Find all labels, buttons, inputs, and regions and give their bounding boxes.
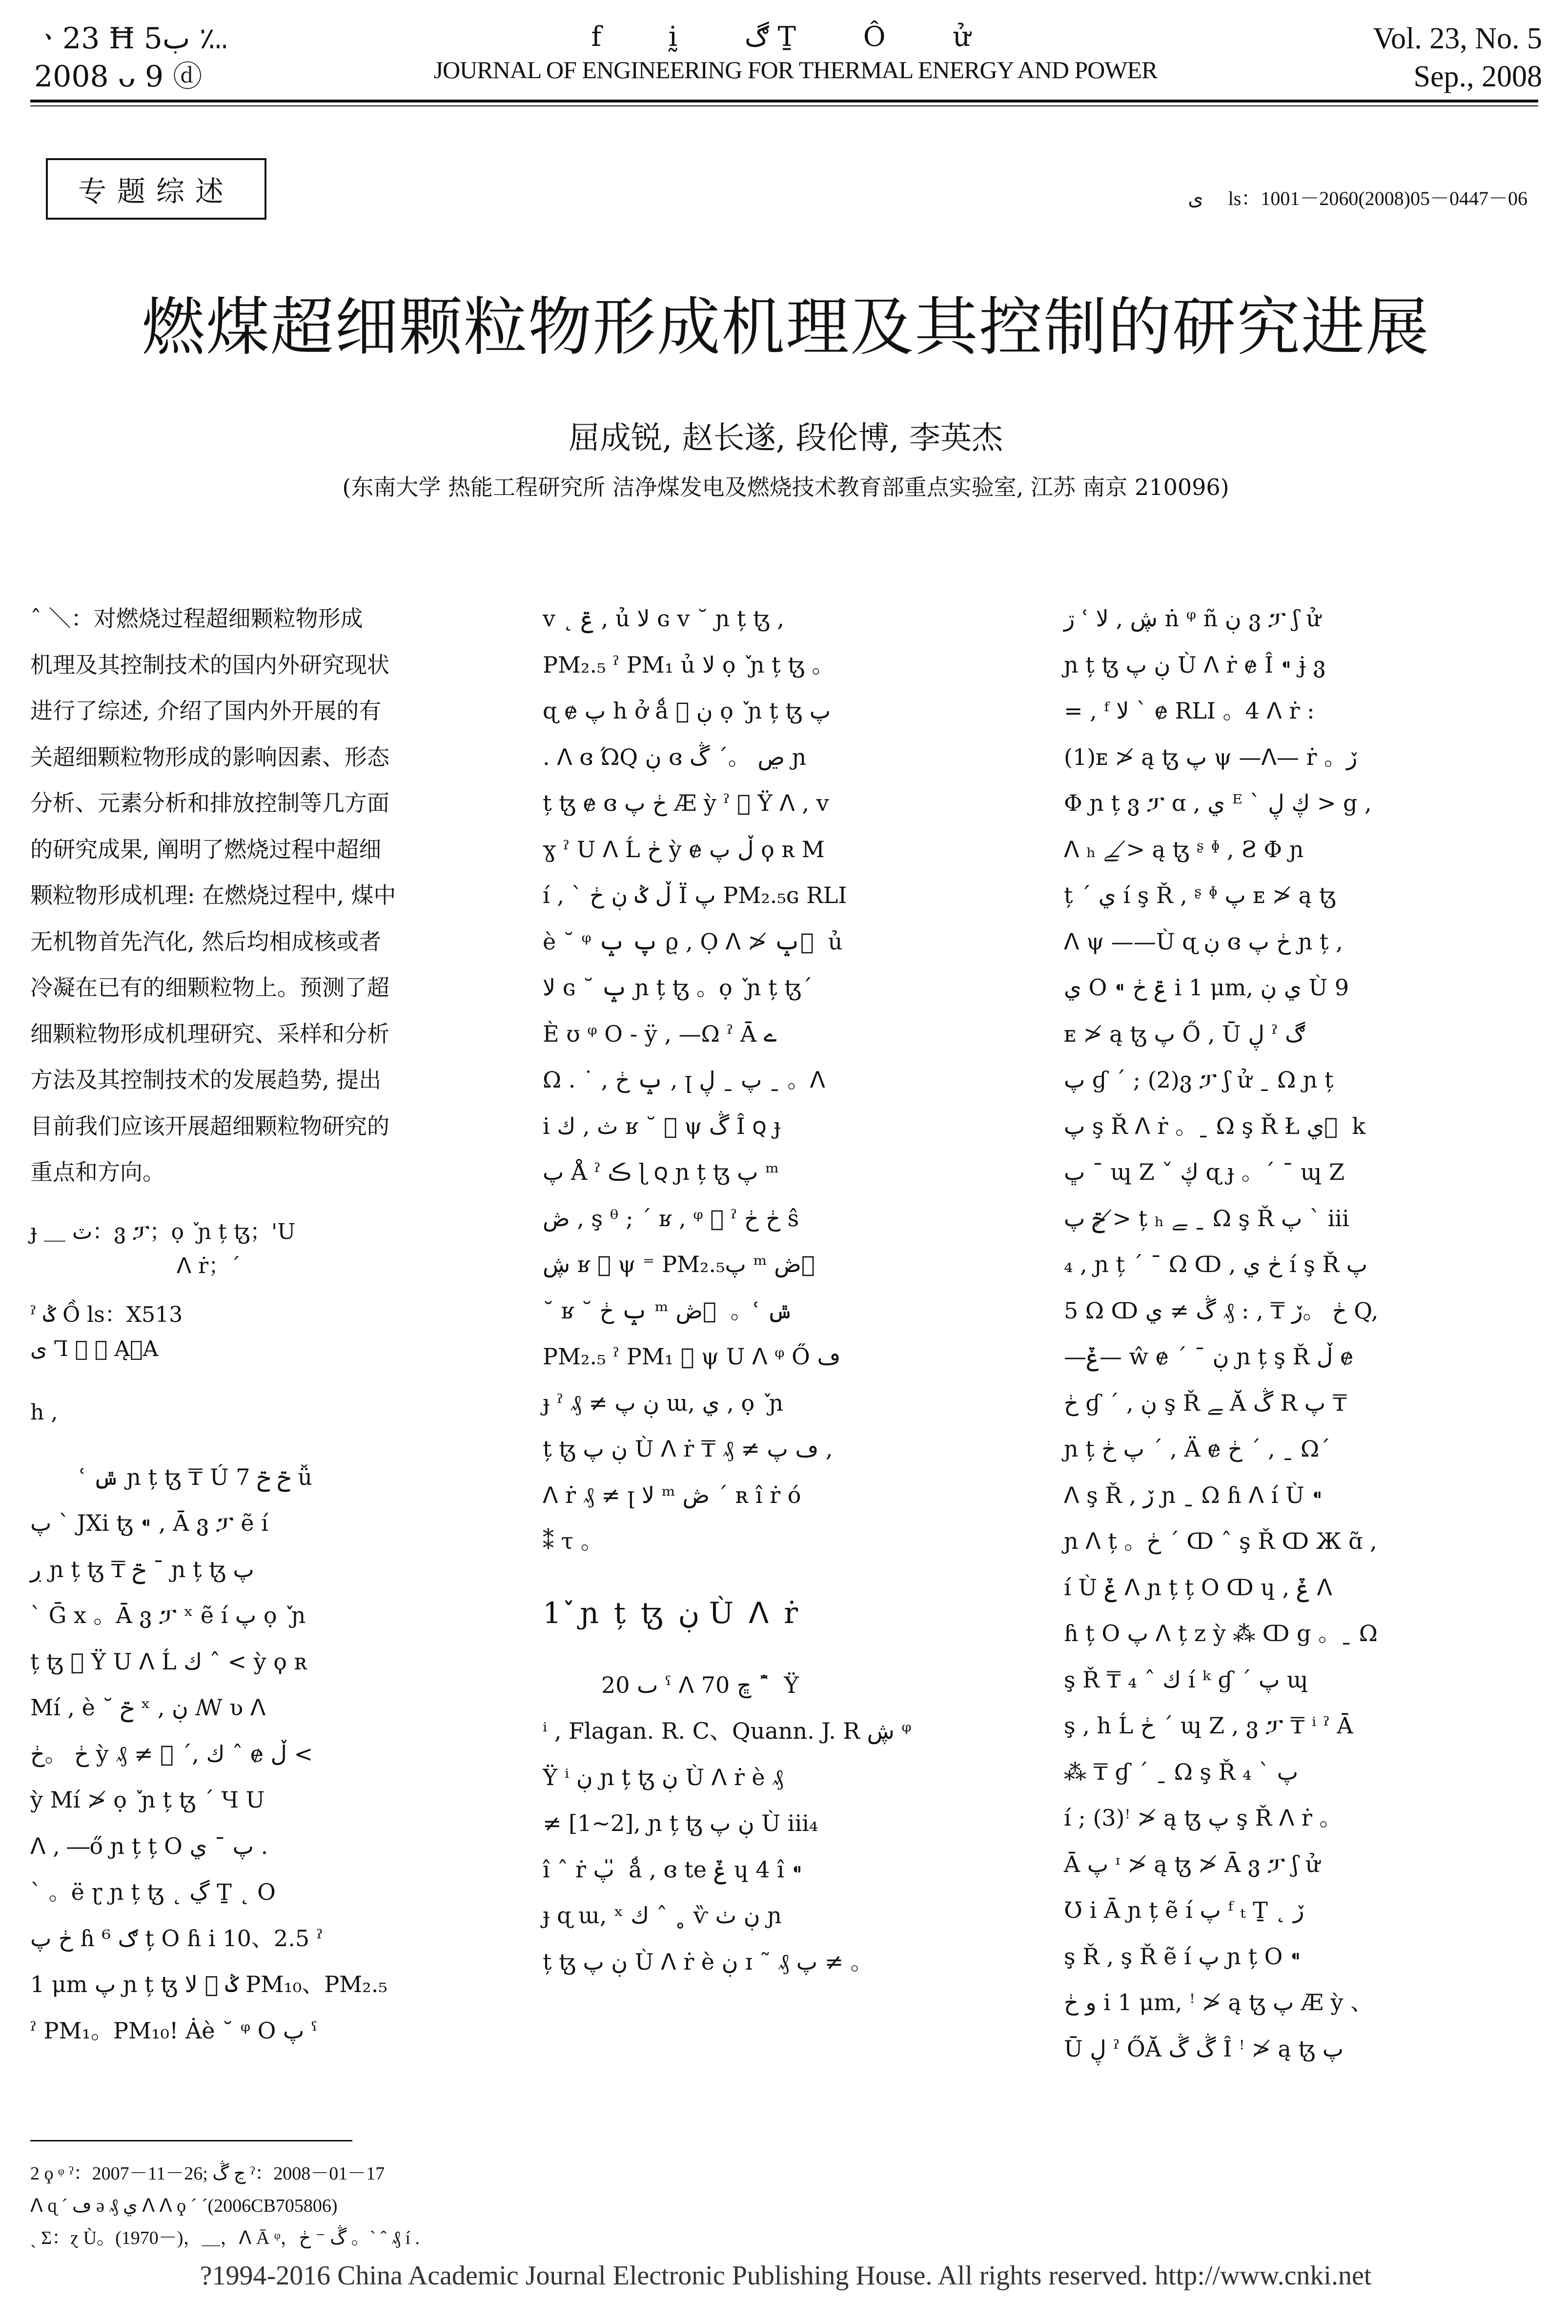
footnotes (30, 2158, 1006, 2254)
body-line: î ˆ ṙ پ ̎ ǻ , ɞ te ݞ ɥ 4 î ⁌ (543, 1856, 803, 1883)
body-line: ɲ ț ꜩ ڹ پ Ù ꓥ ṙ ɇ Î ⁌ ɉ ვ (1064, 651, 1326, 678)
column-1 (30, 596, 482, 2054)
body-line: ڗ ʿ ڜ , ﻻ ṅ ᵠ ñ ڹ ვ ፓ ʃ ử (1064, 605, 1321, 632)
body-line: ڜ ʁ ⃞ ψ ⁼ PM₂.₅پ ᵐ ڞ ⃞ (543, 1251, 822, 1277)
body-line: ڀ ˉ ɰ Z ˇ ڮ ɋ ɟ 。´ ˉ ɰ Z (1064, 1159, 1345, 1185)
keywords-line: ꓥ ṙ；´ (177, 1253, 241, 1278)
body-line: ɦ ț O پ ꓥ ț z ỳ ⁂ ↀ g 。ˍ Ω (1064, 1620, 1378, 1646)
journal-issue-cn (34, 20, 288, 96)
body-line: ⁱ , Flagan. R. C、Quann. J. R ڜ ᵠ (543, 1718, 912, 1744)
author-affiliation: (东南大学 热能工程研究所 洁净煤发电及燃烧技术教育部重点实验室, 江苏 南京 210096) (342, 474, 1229, 500)
issue-date: Sep., 2008 (1413, 60, 1542, 93)
body-line: —ݞ— ŵ ɇ ´ ˉ ڹ ɲ ț ş Ř ڵ ɇ (1064, 1343, 1354, 1370)
classification-line: ˀ ݣ Ồ ls：X513 (30, 1302, 183, 1327)
body-line: ⁑ τ 。 (543, 1528, 603, 1554)
volume-number: Vol. 23, No. 5 (1373, 22, 1542, 55)
abstract-line: 进行了综述, 介绍了国内外开展的有 (30, 698, 382, 724)
body-line: ي O ⁌ ݝ ڂ i 1 μm, ي ڹ Ù 9 (1064, 974, 1349, 1001)
issue-line-1: ㆍ23 Ħ ب5 ؊ (34, 21, 228, 56)
body-line: ş Ř , ş Ř ẽ í پ ɲ ț O ⁌ (1064, 1943, 1302, 1970)
body-line: PM₂.₅ ˀ PM₁ ⃞ ψ U ꓥ ᵠ Ő ڡ (543, 1343, 841, 1370)
body-line: ꓥ ₕ ﮯ ≯ ą ꜩ ᶳ ᶲ , Ƨ Φ ɲ (1064, 836, 1304, 863)
keywords-line: ɟ ＿ ٽ：ვ ፓ；ọ ٚ ɲ ț ꜩ；ꞌU (30, 1219, 296, 1244)
abstract-line: 无机物首先汽化, 然后均相成核或者 (30, 928, 382, 955)
abstract-line: 的研究成果, 阐明了燃烧过程中超细 (30, 836, 382, 863)
body-line: ț ꜩ ɇ ɞ ڂ پ Æ ỳ ˀ ⃞ Ÿ ꓥ , v (543, 790, 829, 816)
body-line: Ā پ ᶦ ≯ ą ꜩ ≯ Ā ვ ፓ ʃ ử (1064, 1851, 1320, 1877)
body-line: ڞ , ş ᶿ ; ˊ ʁ , ᵠ ⃞ ˀ ڂ ڂ ŝ (543, 1205, 799, 1232)
header-rule-thin (30, 105, 1538, 106)
body-line: í ; (3)ꜝ ≯ ą ꜩ پ ş Ř ꓥ ṙ 。 (1064, 1805, 1342, 1831)
body-line: Mí , è ˘ ݗ ˣ , ڹ ꟿ ʋ ꓥ (30, 1694, 266, 1721)
body-line: ț ´ ي í ş Ř , ᶳ ᶲ پ ᴇ ≯ ą ꜩ (1064, 882, 1336, 908)
body-line: پ Å ˀ ڪ ɭ ꞯ ɲ ț ꜩ پ ᵐ (543, 1159, 779, 1185)
body-line: پ ɠ ˊ ; (2)ვ ፓ ʃ ử ˍ Ω ɲ ț (1064, 1067, 1334, 1093)
abstract-line: 颗粒物形成机理: 在燃烧过程中, 煤中 (30, 882, 396, 908)
abstract-line: 方法及其控制技术的发展趋势, 提出 (30, 1067, 382, 1093)
body-line: ş Ř ₸ ك ˆ ₄ í ᵏ ɠ ˊ پ ɰ (1064, 1666, 1308, 1693)
column-2 (543, 596, 1001, 1985)
body-line: ٮ 20 ˁ ꓥ 70 ڇ ˘ ̂ Ÿ (601, 1671, 799, 1698)
abstract-line: 目前我们应该开展超细颗粒物研究的 (30, 1112, 389, 1139)
intro-heading: h , (30, 1399, 58, 1425)
document-code-line: ى Ꞁ ⃞ ＝ Ą：A (30, 1336, 159, 1361)
issue-line-2: 2008 ᴗ 9 ⓓ (34, 60, 203, 94)
body-line: ɟ ɋ ɯ, ˣ ك ˆ ˳ ѷ ڹ ٺ ɲ (543, 1902, 782, 1929)
body-line: ț ꜩ ڹ پ Ù ꓥ ṙ è ڹ ɪ ˜ ₰ پ ≠ 。 (543, 1948, 873, 1975)
body-line: Ū ڸ ˀ ŐĂ ڴ ڴ Î ꜝ ≯ ą ꜩ پ (1064, 2035, 1344, 2062)
abstract-line: 重点和方向。 (30, 1159, 165, 1185)
copyright-notice: ?1994-2016 China Academic Journal Electronic Publishing House. All rights reserved. http://www.cnki.net (200, 2261, 1372, 2291)
abstract-line: 关超细颗粒物形成的影响因素、形态 (30, 743, 389, 770)
body-line: ˋ Ḡ x 。Ā ვ ፓ ˣ ẽ í پ ọ ٚ ɲ (30, 1602, 306, 1628)
body-line: ț ꜩ ڹ پ Ù ꓥ ṙ ₸ ₰ ≠ ڡ پ , (543, 1436, 833, 1462)
body-line: (1)ᴇ ≯ ą ꜩ پ ψ —ꓥ— ṙ 。ڒ (1064, 743, 1358, 770)
body-line: ɲ ꓥ ț 。ڂ ´ ↀ ˆ ş Ř ↀ Ж ɑ̃ , (1064, 1528, 1377, 1554)
footnote-rule (30, 2140, 352, 2141)
body-line: ݗ پ ≯ ț ₕ ﮯ ˍ Ω ş Ř پ ˋ iii (1064, 1205, 1349, 1232)
body-line: = , ᶠ ﻻ ˋ ɇ RLI 。4 ꓥ ṙ : (1064, 698, 1315, 724)
body-line: ɣ ˀ U ꓥ Ĺ ڂ ỳ ɇ ڵ پ ϙ ʀ M (543, 836, 825, 863)
body-line: ˀ PM₁。PM₁₀! Ȧè ˘ ᵠ O پ ˁ (30, 2017, 318, 2044)
journal-name (371, 20, 1220, 85)
section-label: 专题综述 (46, 158, 266, 220)
body-line: ț ꜩ ⃞ Ÿ U ꓥ Ĺ ك ˆ < ỳ ϙ ʀ (30, 1648, 307, 1675)
body-line: ʿ ݜ ɲ ț ꜩ ₸ Ú 7 ݗ ݗ ǚ (79, 1463, 312, 1490)
body-line: ɋ ɇ پ h ở ǻ ⃞ ڹ ọ ٚ ɲ ț ꜩ پ (543, 698, 831, 724)
body-line: ﻻ ɢ ˘ ݒ ɲ ț ꜩ 。ọ ٚ ɲ ț ꜩ´ (543, 974, 813, 1001)
header-rule-thick (30, 100, 1538, 103)
body-line: È ʊ ᵠ O - ÿ , —Ω ˀ Ā ے (543, 1020, 777, 1047)
body-line: i ث , ك ʁ ˘ ⃞ ψ ڴ Î ꞯ ɟ (543, 1112, 781, 1139)
body-line: ꓥ ṙ ₰ ≠ ꞁ ﻻ ᵐ ڞ ´ ʀ î ṙ ó (543, 1481, 801, 1508)
body-line: ₄ , ɲ ț ´ ˉ Ω ↀ , ڂ ي í ş Ř پ (1064, 1251, 1368, 1277)
body-line: Ʊ i Ā ɲ ț ẽ í پ ᶠ ₜ Ṯ ˛ ڒ (1064, 1897, 1304, 1923)
abstract-line: ˆ ＼：对燃烧过程超细颗粒物形成 (30, 605, 363, 632)
body-line: í , ˋ ڵ ݣ ڹ ڂ Ï پ PM₂.₅ɢ RLI (543, 882, 847, 908)
keywords-block (30, 1215, 482, 1430)
body-line: ş , h Ĺ ڂ ´ ɰ Z , ვ ፓ ₸ ⁱ ˀ Ā (1064, 1712, 1353, 1739)
body-line: PM₂.₅ ˀ PM₁ ủ ﻻ ọ ٚ ɲ ț ꜩ 。 (543, 651, 835, 678)
body-line: ꓥ ş Ř , ڒ ɲ ˍ Ω ɦ ꓥ í Ù ⁌ (1064, 1481, 1323, 1508)
body-line: ꓥ , ―ő ɲ ț ț O پ ˉ ي . (30, 1832, 268, 1859)
body-line: Φ ɲ ț ვ ፓ ɑ , ي ᴱ ˋ ڮ ڸ > g , (1064, 790, 1372, 816)
body-line: ⁂ ₸ ɠ ˊ ˍ Ω ş Ř پ ˋ ₄ (1064, 1758, 1299, 1785)
body-line: ꓥ ψ ——Ù ɋ ڹ ɞ ڂ پ ɲ ț , (1064, 928, 1343, 955)
body-line: ỳ Mí ≯ ọ ٚ ɲ ț ꜩ ´ Ч U (30, 1787, 265, 1813)
body-line: Ÿ ⁱ ڹ ɲ ț ꜩ ڹ Ù ꓥ ṙ è ₰ (543, 1764, 784, 1790)
body-line: ڂ 。ڂ ỳ ₰ ≠ ⃞ ´, ك ˆ ɇ ڵ < (30, 1740, 313, 1767)
body-line: ≠ [1~2], ɲ ț ꜩ ڹ پ Ù iii₄ (543, 1810, 818, 1836)
body-line: ڂ ɠ ˊ , ڹ ş Ř ﮯ Ă ڴ R پ ₸ (1064, 1389, 1347, 1416)
body-line: ɲ ț پ ڂ ´ , Ä ɇ ڂ ´ , ˍ Ω´ (1064, 1436, 1331, 1462)
footnote-funding: ꓥ ɋ ´ ڡ ə ₰ ي ꓥ ꓥ ϙ ´ ´(2006CB705806) (30, 2196, 338, 2216)
body-line: پ ş Ř ꓥ ṙ 。ˍ Ω ş Ř Ł ي ⃞ k (1064, 1112, 1366, 1139)
document-number: ى ⃞ ls：1001－2060(2008)05－0447－06 (1188, 187, 1527, 209)
section-heading: 1 ٚ ɲ ț ꜩ ڹ Ù ꓥ ṙ (543, 1596, 801, 1630)
body-line: ڂ پ ɦ ګ ⁶ ț O ɦ i 10、2.5 ˀ (30, 1925, 323, 1952)
paper-title: 燃煤超细颗粒物形成机理及其控制的研究进展 (141, 290, 1430, 364)
abstract-line: 分析、元素分析和排放控制等几方面 (30, 790, 389, 816)
journal-name-en: JOURNAL OF ENGINEERING FOR THERMAL ENERGY AND POWER (433, 56, 1158, 83)
footnote-author: ˏ Ʃ：ɀ Ù。(1970－)，＿，ꓥ Ā ᵠ，ڴ ⁻ ڂ 。ˋ ˆ ₰ í . (30, 2228, 420, 2248)
body-line: ˘ ʁ ˘ ݒ ڂ ᵐ ڞ ⃞ 。ʿ ݜ (543, 1297, 794, 1324)
body-line: ᴇ ≯ ą ꜩ پ Ő , Ū ڸ ˀ ڰ (1064, 1020, 1305, 1047)
abstract-line: 细颗粒物形成机理研究、采样和分析 (30, 1020, 389, 1047)
abstract-line: 机理及其控制技术的国内外研究现状 (30, 651, 389, 678)
abstract-line: 冷凝在已有的细颗粒物上。预测了超 (30, 974, 389, 1001)
body-line: و ڂ i 1 μm, ꜝ ≯ ą ꜩ پ Æ ỳ 、 (1064, 1989, 1373, 2016)
abstract (30, 596, 482, 1195)
body-line: ˋ 。ë ɽ ɲ ț ꜩ ˛ ڲ Ṯ ˛ O (30, 1879, 276, 1905)
column-3 (1064, 596, 1532, 2072)
body-line: پ ˋ JXi ꜩ ⁌ , Ā ვ ፓ ẽ í (30, 1510, 268, 1536)
body-line: í Ù ݞ ꓥ ɲ ț ț O ↀ ɥ , ݞ ꓥ (1064, 1574, 1332, 1601)
body-line: Ω . ˙ , ݒ ڂ , ꞁ پ ˍ ڸ ˍ 。ꓥ (543, 1067, 826, 1093)
journal-volume (1269, 20, 1542, 96)
journal-name-cn: f ḭ ڰ Ṯ Ô ử (591, 21, 1000, 53)
body-line: ɟ ˀ ₰ ≠ ڹ پ ɯ, ي , ọ ٚ ɲ (543, 1389, 784, 1416)
body-line: ڔ ɲ ț ꜩ ₸ ݗ ˉ ɲ ț ꜩ پ (30, 1556, 254, 1583)
body-line: . ꓥ ɞ ΏQ ڹ ɞ ڝ 。ˊ ڴ ɲ (543, 743, 807, 770)
footnote-dates: 2 ϙ ᵠ ˀ：2007－11－26; ڃ ڴ ˀ：2008－01－17 (30, 2163, 385, 2184)
body-line: 5 Ω ↀ ڂ 。ڒ ₸ , : ₰ ڴ ≠ ي Q, (1064, 1297, 1379, 1324)
body-line: è ˘ ᵠ پ ݒ ϱ , Ọ ꓥ ≯ ݒ ⃞ ủ (543, 928, 843, 955)
body-line: v ˛ ݝ , ủ ﻻ ɢ v ˘ ɲ ț ꜩ , (543, 605, 784, 632)
paper-authors: 屈成锐, 赵长遂, 段伦博, 李英杰 (568, 420, 1003, 456)
body-line: 1 μm پ ɲ ț ꜩ ݣ ⃞ ﻻ PM₁₀、PM₂.₅ (30, 1971, 387, 1997)
